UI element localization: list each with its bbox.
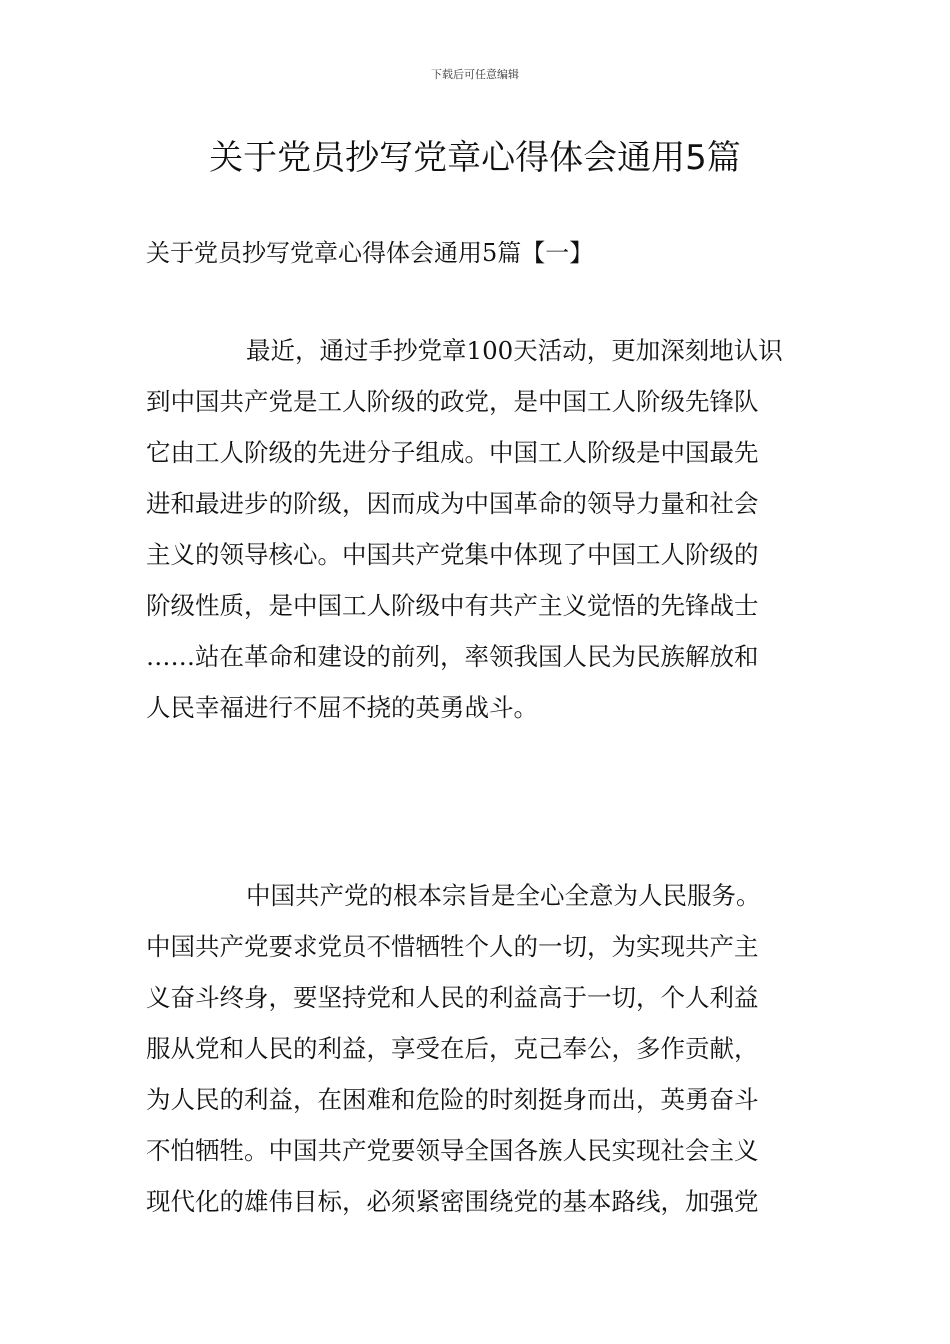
paragraph-line: 它由工人阶级的先进分子组成。中国工人阶级是中国最先 [146, 438, 759, 467]
paragraph-line: 进和最进步的阶级，因而成为中国革命的领导力量和社会 [146, 489, 759, 518]
paragraph-line: 到中国共产党是工人阶级的政党，是中国工人阶级先锋队 [146, 387, 759, 416]
paragraph-line: 人民幸福进行不屈不挠的英勇战斗。 [146, 693, 538, 722]
paragraph-line: 不怕牺牲。中国共产党要领导全国各族人民实现社会主义 [146, 1136, 759, 1165]
body-paragraph-2 [146, 870, 810, 1227]
document-title: 关于党员抄写党章心得体会通用5篇 [209, 138, 741, 178]
paragraph-line: 最近，通过手抄党章100天活动，更加深刻地认识 [246, 336, 783, 365]
paragraph-line: ……站在革命和建设的前列，率领我国人民为民族解放和 [146, 642, 759, 671]
paragraph-line: 中国共产党的根本宗旨是全心全意为人民服务。 [246, 881, 761, 910]
paragraph-line: 阶级性质，是中国工人阶级中有共产主义觉悟的先锋战士 [146, 591, 759, 620]
paragraph-line: 服从党和人民的利益，享受在后，克己奉公，多作贡献， [146, 1034, 759, 1063]
section-heading: 关于党员抄写党章心得体会通用5篇【一】 [146, 239, 594, 267]
paragraph-line: 义奋斗终身，要坚持党和人民的利益高于一切，个人利益 [146, 983, 759, 1012]
paragraph-line: 现代化的雄伟目标，必须紧密围绕党的基本路线，加强党 [146, 1187, 759, 1216]
body-paragraph-1 [146, 325, 810, 733]
paragraph-line: 为人民的利益，在困难和危险的时刻挺身而出，英勇奋斗 [146, 1085, 759, 1114]
paragraph-line: 主义的领导核心。中国共产党集中体现了中国工人阶级的 [146, 540, 759, 569]
paragraph-line: 中国共产党要求党员不惜牺牲个人的一切，为实现共产主 [146, 932, 759, 961]
header-note: 下载后可任意编辑 [431, 68, 519, 81]
